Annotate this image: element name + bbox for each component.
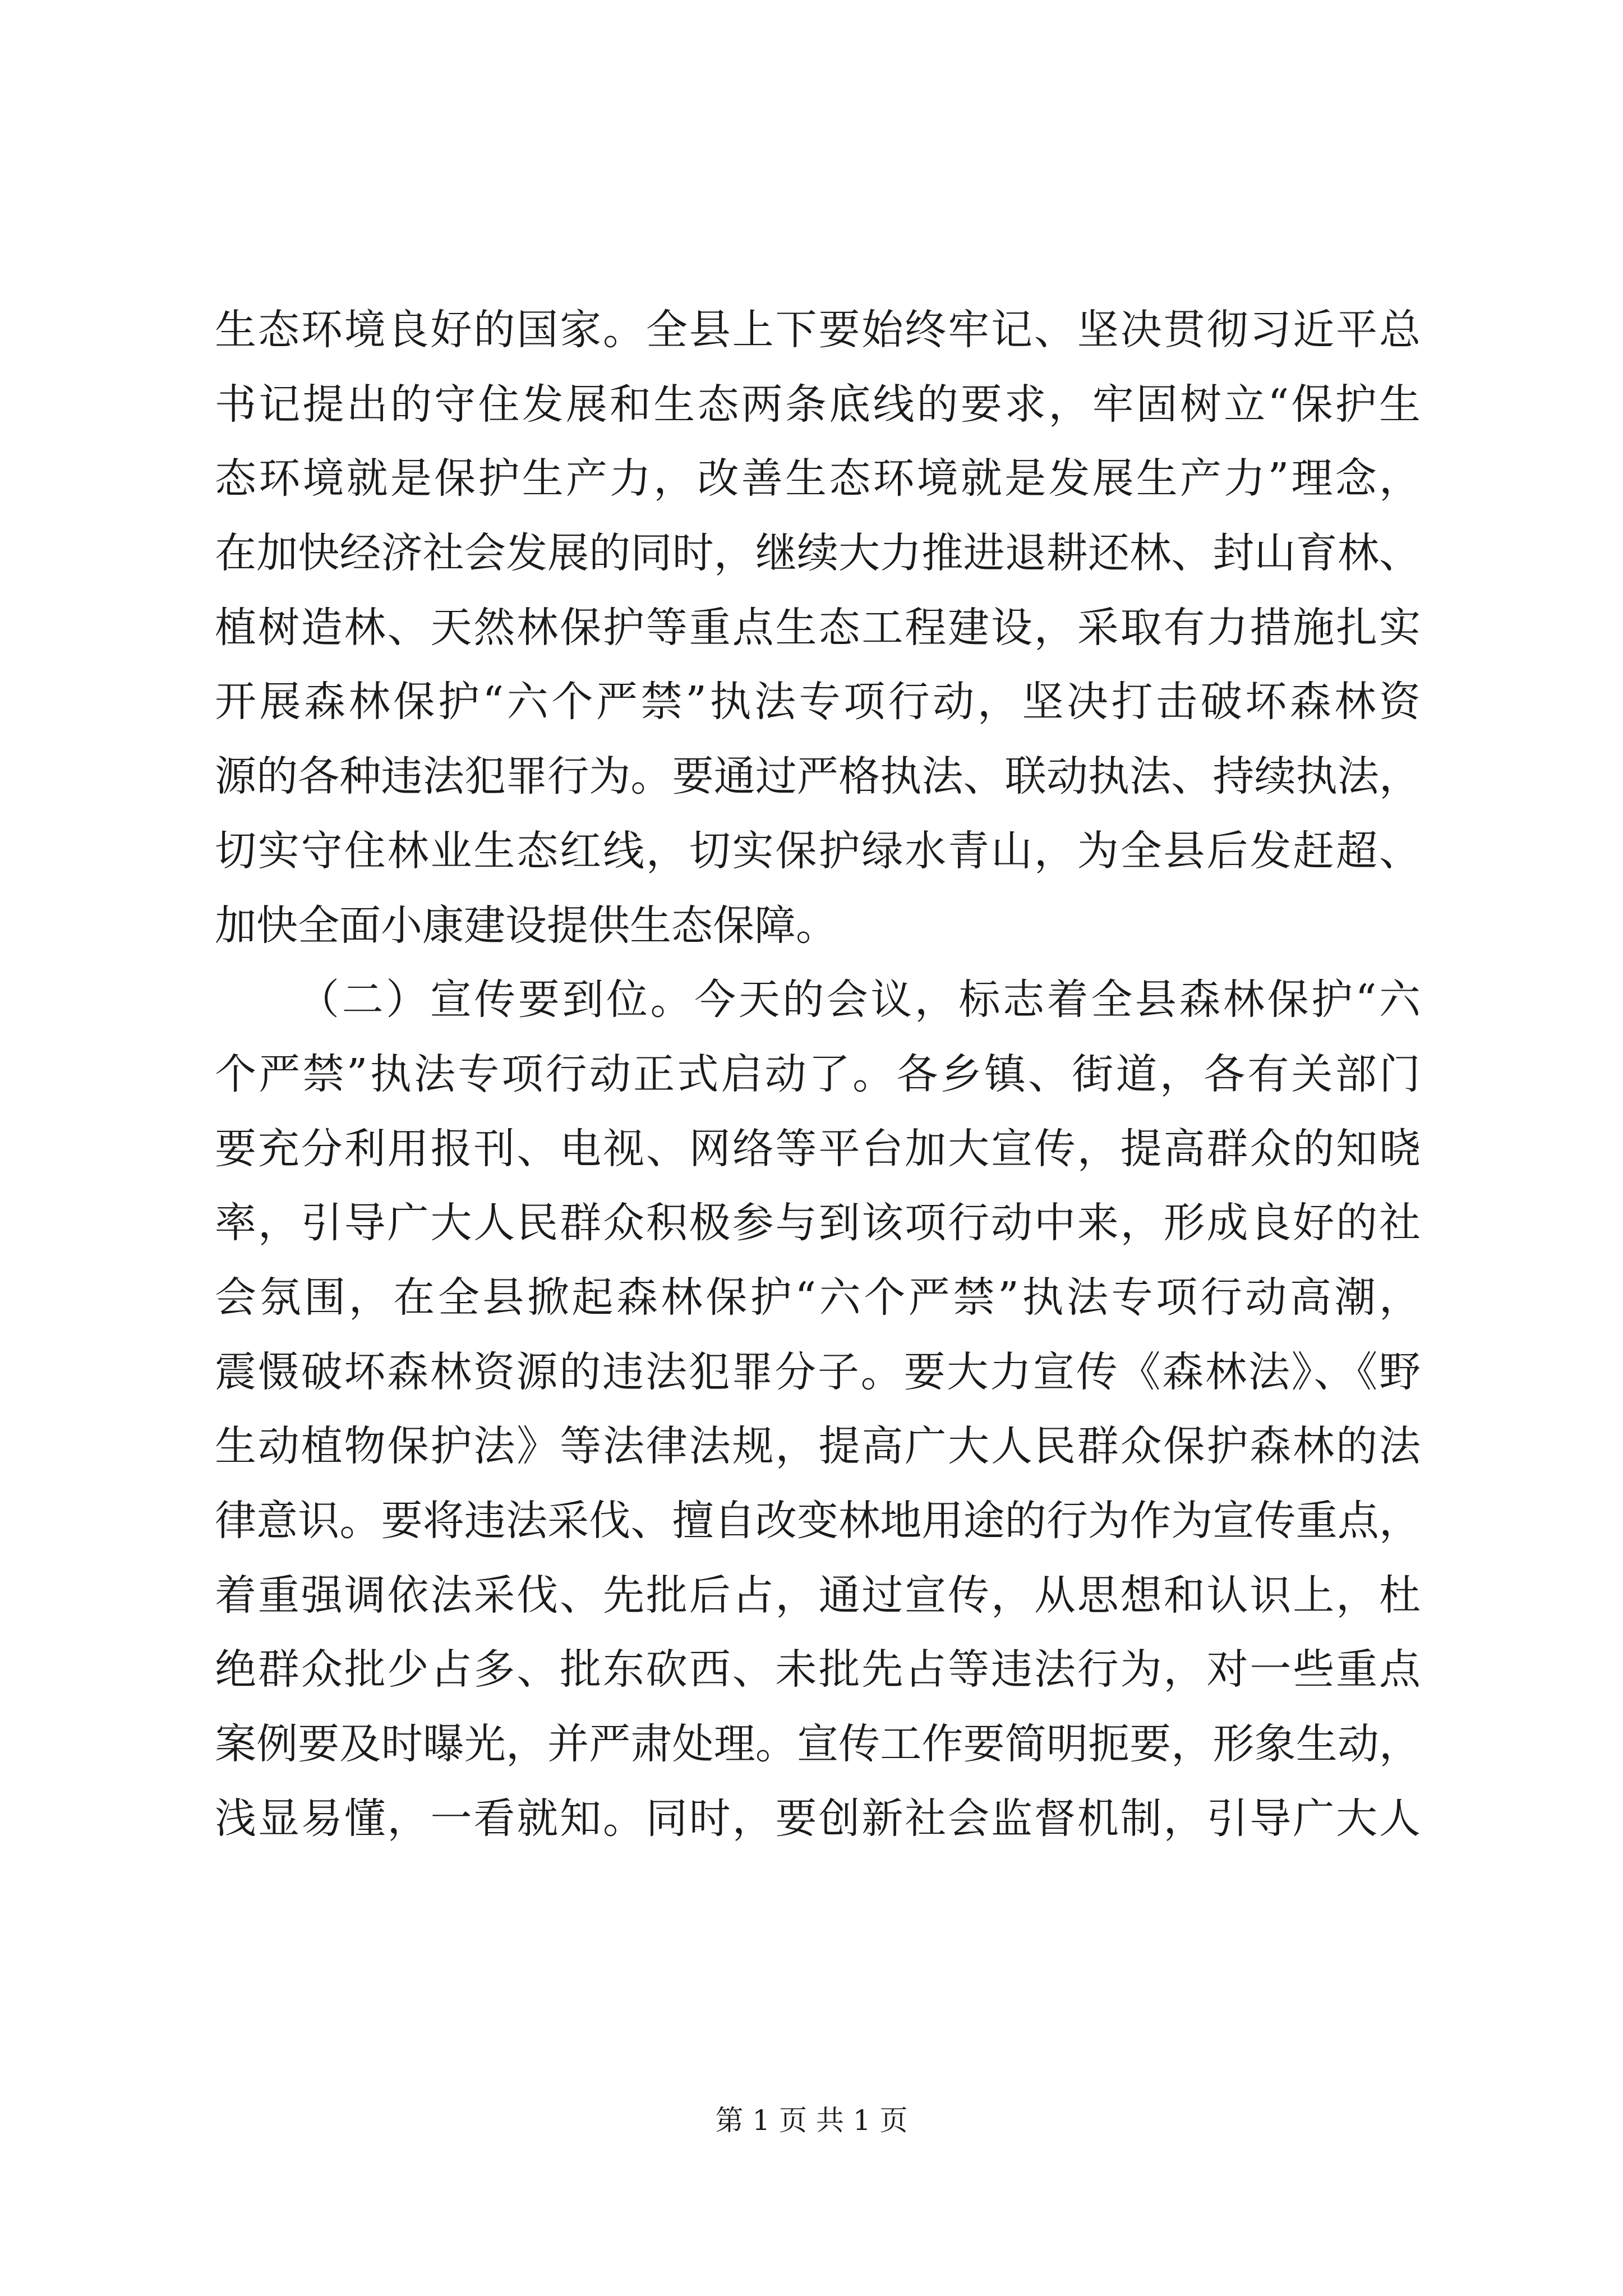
text-line: （二）宣传要到位。今天的会议，标志着全县森林保护“六 [298,976,1421,1024]
text-line: 态环境就是保护生产力，改善生态环境就是发展生产力”理念， [215,454,1421,503]
text-line: 着重强调依法采伐、先批后占，通过宣传，从思想和认识上，杜 [215,1571,1421,1619]
text-line: 震慑破坏森林资源的违法犯罪分子。要大力宣传《森林法》、《野 [215,1347,1421,1396]
text-line: 开展森林保护“六个严禁”执法专项行动，坚决打击破坏森林资 [215,678,1421,726]
text-line: 要充分利用报刊、电视、网络等平台加大宣传，提高群众的知晓 [215,1124,1421,1173]
text-line: 植树造林、天然林保护等重点生态工程建设，采取有力措施扎实 [215,603,1421,652]
text-line: 书记提出的守住发展和生态两条底线的要求，牢固树立“保护生 [215,380,1421,429]
page-number: 第 1 页 共 1 页 [715,2104,908,2137]
paragraph-2 [215,963,1421,1856]
text-line: 加快全面小康建设提供生态保障。 [215,901,837,950]
text-line: 案例要及时曝光，并严肃处理。宣传工作要简明扼要，形象生动， [215,1720,1421,1769]
text-line: 会氛围，在全县掀起森林保护“六个严禁”执法专项行动高潮， [215,1273,1421,1322]
text-line: 生动植物保护法》等法律法规，提高广大人民群众保护森林的法 [215,1422,1421,1471]
text-line: 生态环境良好的国家。全县上下要始终牢记、坚决贯彻习近平总 [215,306,1421,354]
text-line: 源的各种违法犯罪行为。要通过严格执法、联动执法、持续执法， [215,752,1421,801]
text-line: 个严禁”执法专项行动正式启动了。各乡镇、街道，各有关部门 [215,1050,1421,1098]
text-line: 律意识。要将违法采伐、擅自改变林地用途的行为作为宣传重点， [215,1497,1421,1545]
page-footer [0,2098,1623,2138]
text-line: 在加快经济社会发展的同时，继续大力推进退耕还林、封山育林、 [215,529,1421,578]
paragraph-1 [215,293,1421,963]
text-line: 浅显易懂，一看就知。同时，要创新社会监督机制，引导广大人 [215,1794,1421,1843]
document-body [215,293,1421,1856]
text-line: 切实守住林业生态红线，切实保护绿水青山，为全县后发赶超、 [215,826,1421,875]
text-line: 绝群众批少占多、批东砍西、未批先占等违法行为，对一些重点 [215,1645,1421,1694]
text-line: 率，引导广大人民群众积极参与到该项行动中来，形成良好的社 [215,1199,1421,1248]
